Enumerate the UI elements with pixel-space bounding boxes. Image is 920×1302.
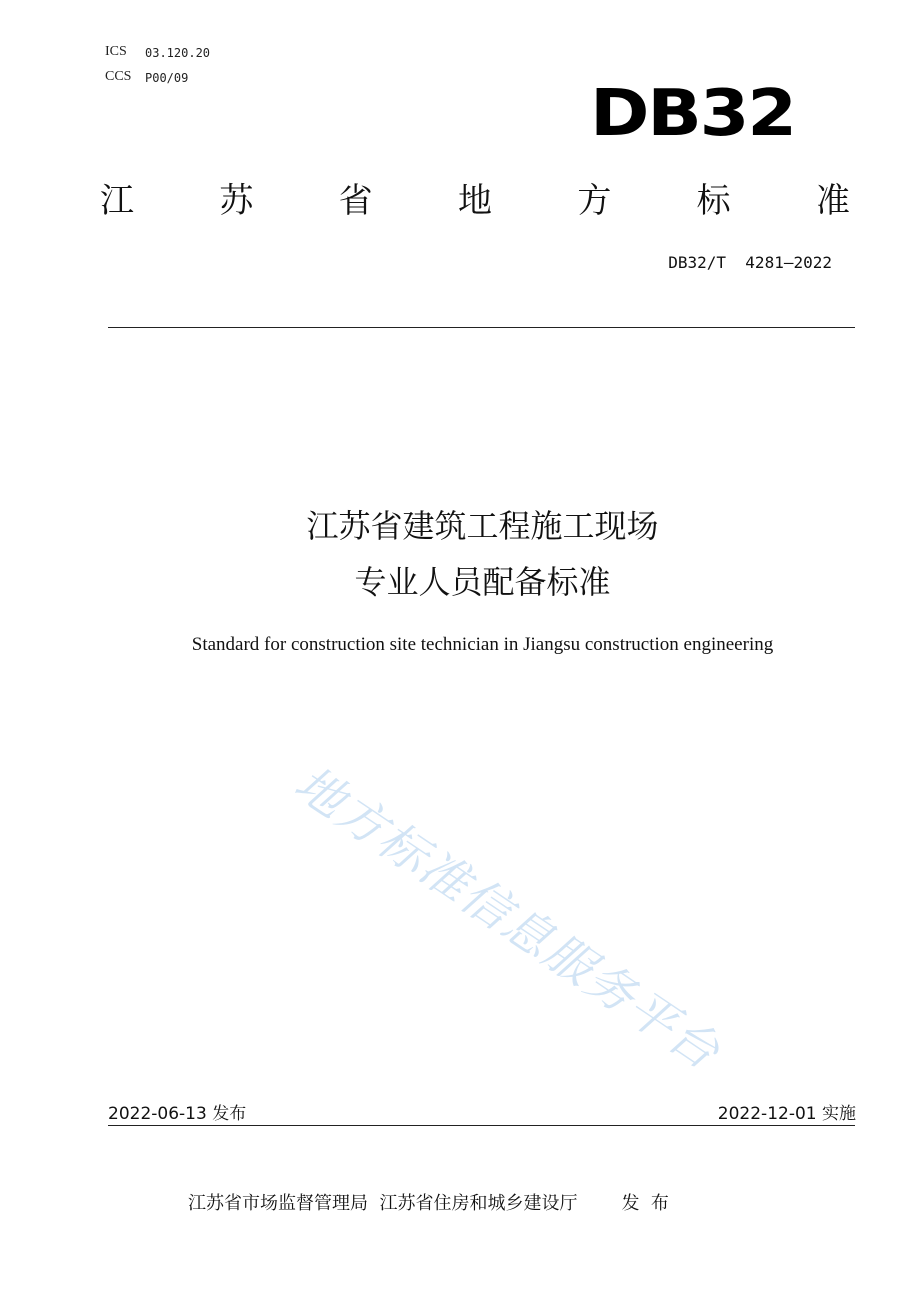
standard-number: DB32/T 4281—2022 [668,253,832,272]
publishing-authorities: 江苏省市场监督管理局 江苏省住房和城乡建设厅 [188,1193,578,1214]
ics-value: 03.120.20 [145,46,211,60]
publishers-line [188,1189,669,1215]
title-line-2: 专业人员配备标准 [354,563,611,601]
doc-type-char: 地 [457,181,492,221]
watermark-text: 地方标准信息服务平台 [284,755,731,1082]
issue-date: 2022-06-13 发布 [108,1104,247,1124]
doc-type-char: 准 [815,181,850,221]
doc-type-char: 江 [100,181,134,221]
document-type-heading [100,178,850,224]
ccs-label: CCS [105,69,132,84]
title-line-1: 江苏省建筑工程施工现场 [306,507,659,545]
publish-action: 发 布 [621,1193,669,1214]
doc-type-char: 标 [696,181,731,221]
top-divider [108,327,855,328]
doc-type-char: 苏 [219,181,254,221]
doc-type-char: 省 [338,181,373,221]
document-title-cn [100,503,865,605]
db32-logo: DB32 [590,77,795,151]
ics-label: ICS [105,44,127,59]
doc-type-char: 方 [577,181,612,221]
document-title-en: Standard for construction site technician in Jiangsu construction engineering [191,634,774,655]
ccs-value: P00/09 [145,71,189,85]
bottom-divider [108,1125,855,1126]
implementation-date: 2022-12-01 实施 [717,1104,856,1124]
